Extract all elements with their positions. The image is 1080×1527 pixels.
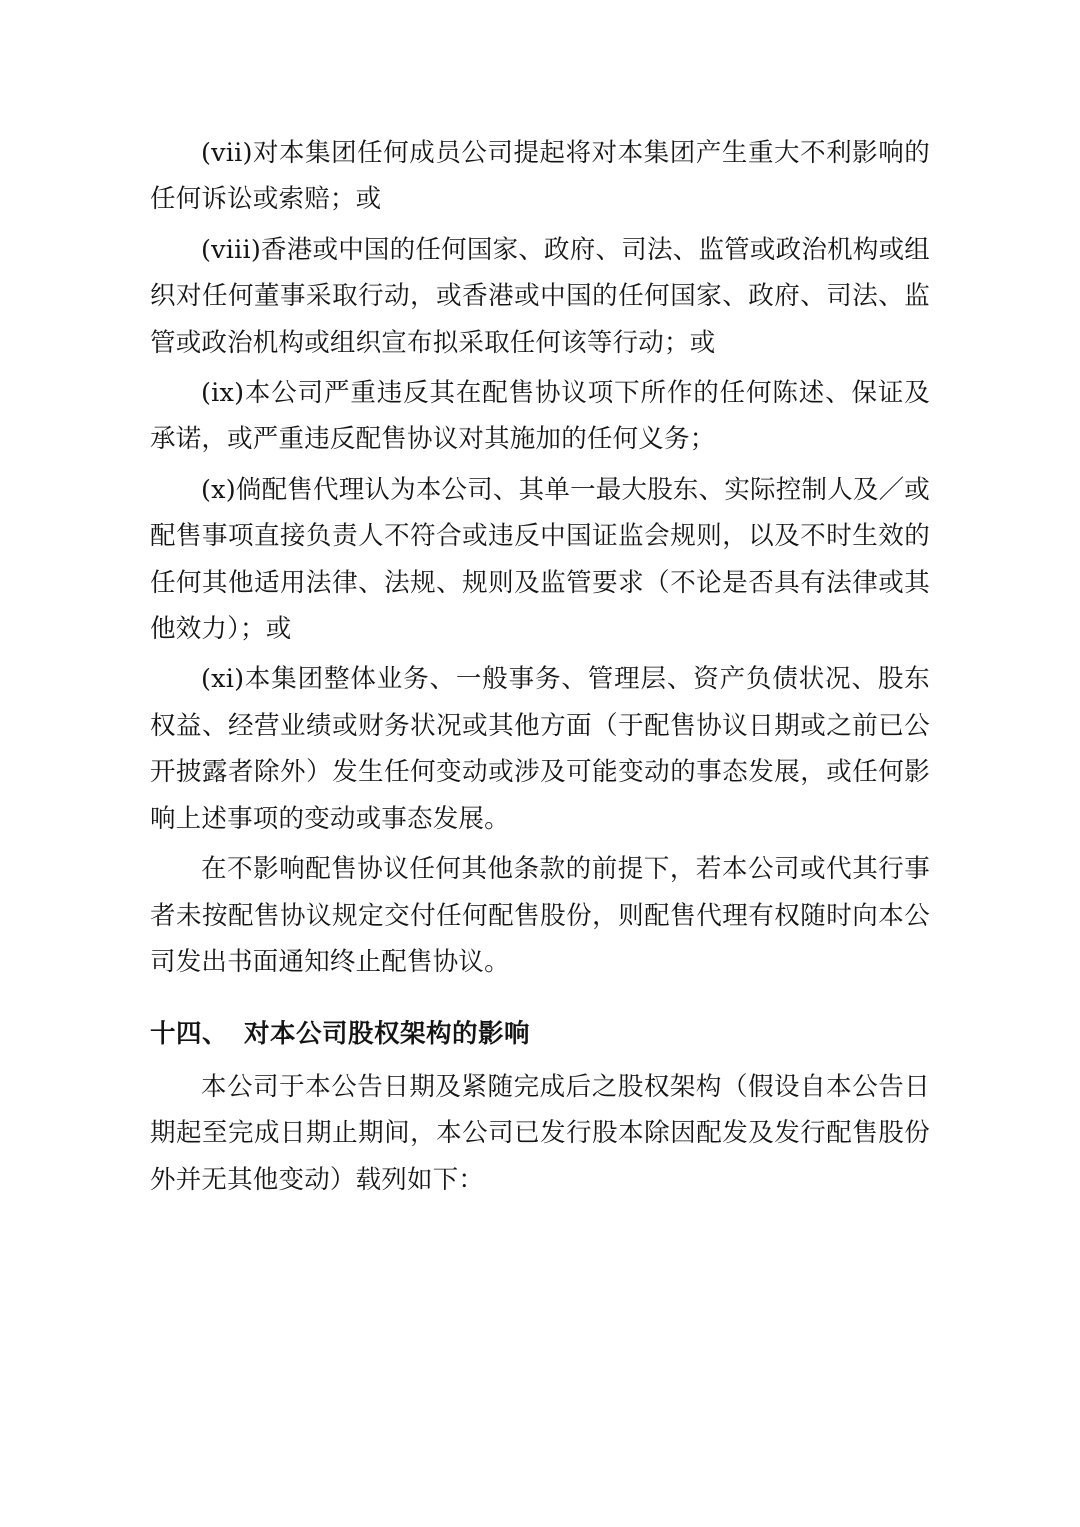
paragraph-item-x: (x)倘配售代理认为本公司、其单一最大股东、实际控制人及／或配售事项直接负责人不符合或违反中国证监会规则，以及不时生效的任何其他适用法律、法规、规则及监管要求（不论是否具有法律或其他效力）；或: [150, 474, 930, 645]
page-bottom-whitespace: [150, 1207, 930, 1447]
section-heading: [150, 1011, 930, 1057]
paragraph-item-xi: (xi)本集团整体业务、一般事务、管理层、资产负债状况、股东权益、经营业绩或财务状况或其他方面（于配售协议日期或之前已公开披露者除外）发生任何变动或涉及可能变动的事态发展，或任何影响上述事项的变动或事态发展。: [150, 664, 930, 834]
paragraph-termination-note: 在不影响配售协议任何其他条款的前提下，若本公司或代其行事者未按配售协议规定交付任何配售股份，则配售代理有权随时向本公司发出书面通知终止配售协议。: [150, 854, 930, 977]
paragraph-shareholding-structure-intro: 本公司于本公告日期及紧随完成后之股权架构（假设自本公告日期起至完成日期止期间，本公司已发行股本除因配发及发行配售股份外并无其他变动）载列如下：: [150, 1071, 930, 1195]
section-heading-title: 对本公司股权架构的影响: [244, 1019, 531, 1050]
document-body: [150, 130, 930, 1447]
section-heading-number: 十四、: [150, 1019, 229, 1050]
paragraph-item-viii: (viii)香港或中国的任何国家、政府、司法、监管或政治机构或组织对任何董事采取行动，或香港或中国的任何国家、政府、司法、监管或政治机构或组织宣布拟采取任何该等行动；或: [150, 234, 930, 358]
paragraph-item-ix: (ix)本公司严重违反其在配售协议项下所作的任何陈述、保证及承诺，或严重违反配售协议对其施加的任何义务；: [150, 378, 930, 455]
paragraph-item-vii: (vii)对本集团任何成员公司提起将对本集团产生重大不利影响的任何诉讼或索赔；或: [150, 138, 930, 215]
